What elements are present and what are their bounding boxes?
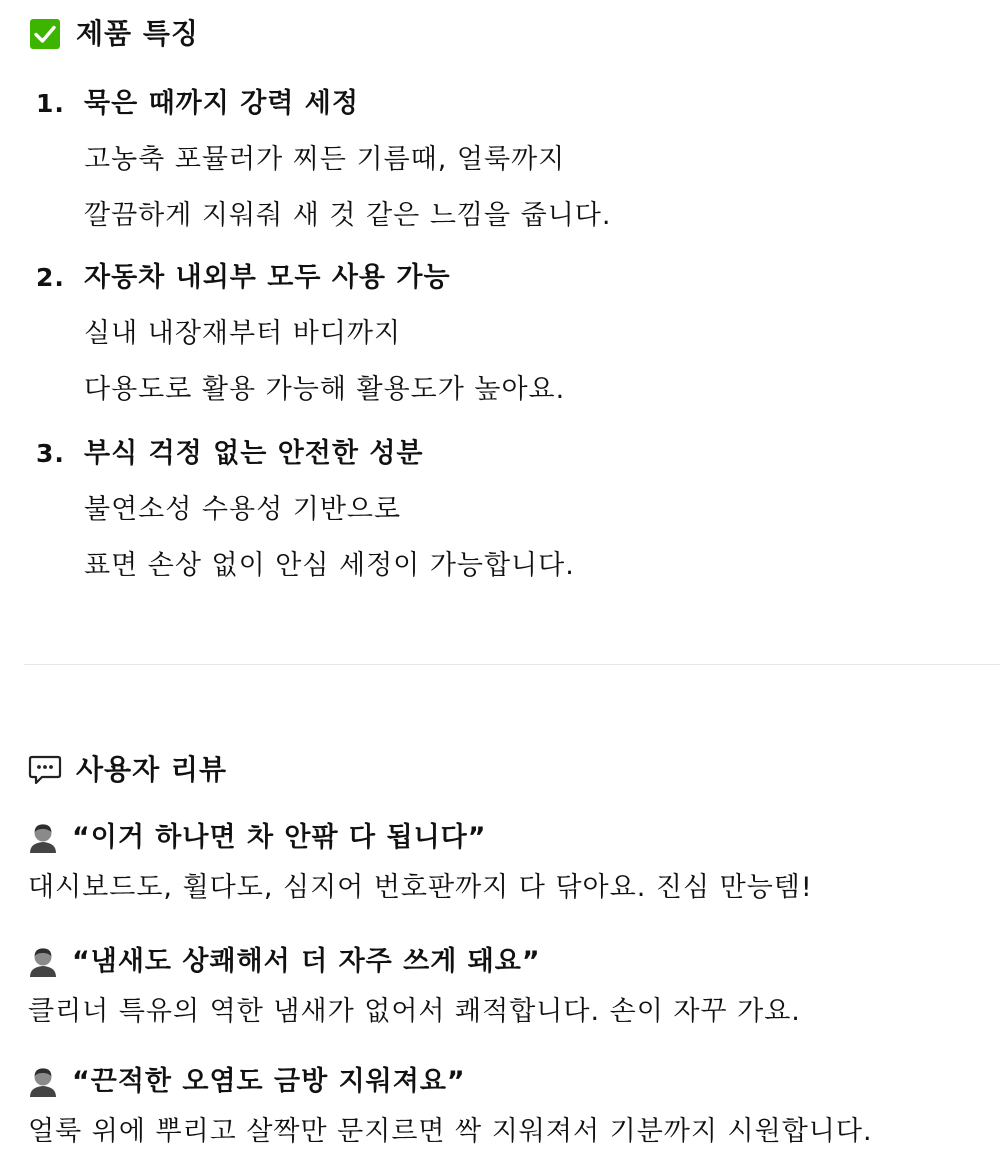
review-item (28, 1062, 988, 1152)
person-avatar-icon (28, 946, 58, 978)
feature-title (36, 250, 976, 306)
feature-number: 3. (36, 439, 65, 468)
review-body: 대시보드도, 휠다도, 심지어 번호판까지 다 닦아요. 진심 만능템! (28, 872, 813, 903)
section-divider (24, 664, 1000, 665)
feature-description-line: 깔끔하게 지워줘 새 것 같은 느낌을 줍니다. (84, 200, 612, 231)
review-title (28, 1062, 988, 1102)
feature-item (36, 76, 976, 244)
feature-description (84, 132, 976, 244)
review-title-text: “냄새도 상쾌해서 더 자주 쓰게 돼요” (72, 946, 541, 977)
speech-balloon-icon (28, 753, 62, 787)
reviews-heading-text: 사용자 리뷰 (76, 753, 227, 786)
feature-description-line: 실내 내장재부터 바디까지 (84, 318, 402, 349)
feature-description-line: 불연소성 수용성 기반으로 (84, 494, 402, 525)
feature-description-line: 다용도로 활용 가능해 활용도가 높아요. (84, 374, 566, 405)
feature-title-text: 자동차 내외부 모두 사용 가능 (84, 262, 451, 293)
person-avatar-icon (28, 822, 58, 854)
feature-description-line: 표면 손상 없이 안심 세정이 가능합니다. (84, 550, 575, 581)
features-heading-text: 제품 특징 (76, 17, 199, 50)
feature-title-text: 부식 걱정 없는 안전한 성분 (84, 438, 424, 469)
review-item (28, 818, 988, 908)
reviews-heading (28, 752, 227, 788)
feature-title (36, 426, 976, 482)
features-heading (28, 16, 199, 52)
review-item (28, 942, 988, 1032)
review-title (28, 818, 988, 858)
feature-title (36, 76, 976, 132)
review-title-text: “끈적한 오염도 금방 지워져요” (72, 1066, 466, 1097)
feature-item (36, 250, 976, 418)
feature-title-text: 묵은 때까지 강력 세정 (84, 88, 359, 119)
check-mark-button-icon (28, 17, 62, 51)
review-body: 얼룩 위에 뿌리고 살짝만 문지르면 싹 지워져서 기분까지 시원합니다. (28, 1116, 873, 1147)
person-avatar-icon (28, 1066, 58, 1098)
review-title (28, 942, 988, 982)
feature-number: 2. (36, 263, 65, 292)
review-body: 클리너 특유의 역한 냄새가 없어서 쾌적합니다. 손이 자꾸 가요. (28, 996, 801, 1027)
feature-item (36, 426, 976, 594)
feature-description (84, 306, 976, 418)
feature-number: 1. (36, 89, 65, 118)
feature-description-line: 고농축 포뮬러가 찌든 기름때, 얼룩까지 (84, 144, 566, 175)
feature-description (84, 482, 976, 594)
review-title-text: “이거 하나면 차 안팎 다 됩니다” (72, 822, 487, 853)
